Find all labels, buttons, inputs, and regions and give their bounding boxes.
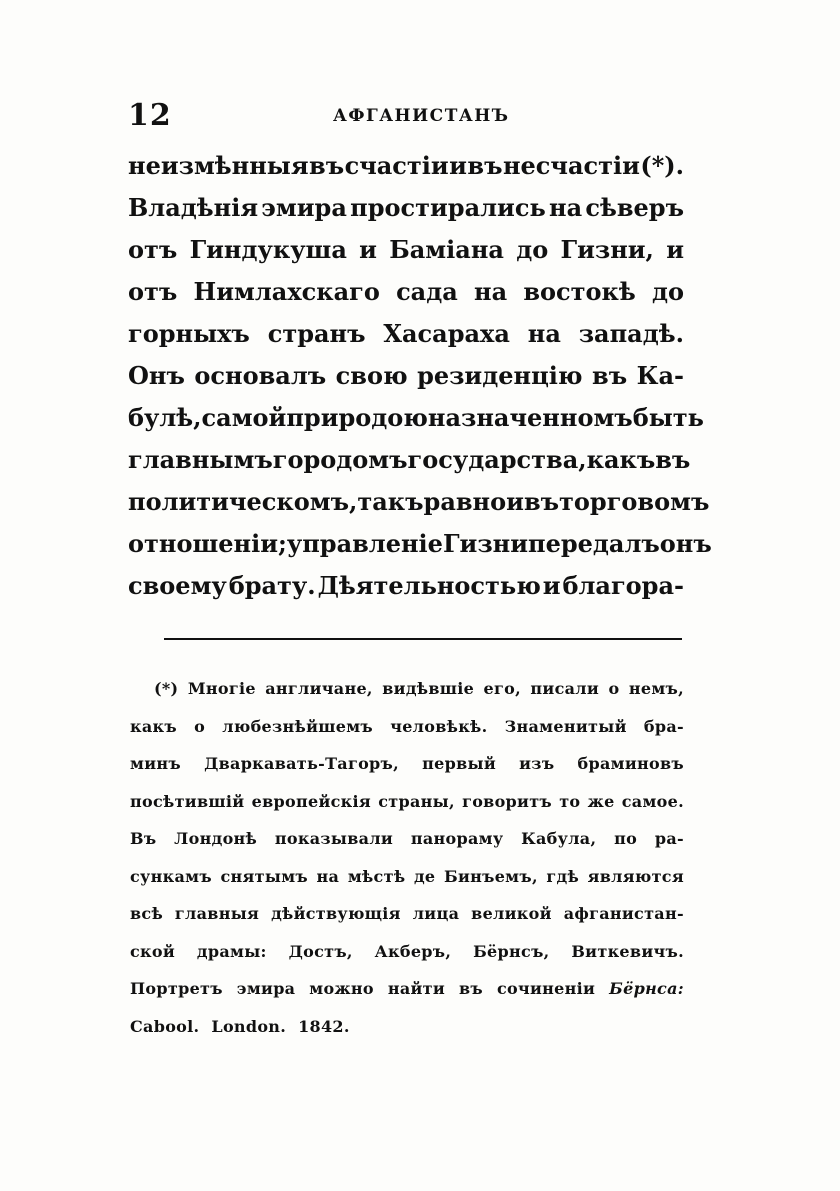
footnote-word: говоритъ <box>462 791 553 811</box>
footnote-word: Достъ, <box>288 941 353 961</box>
body-word: въ <box>655 445 691 474</box>
body-line <box>128 565 684 607</box>
body-word: какъ <box>586 445 656 474</box>
body-word: западѣ. <box>578 319 684 348</box>
body-word: въ <box>592 361 628 390</box>
body-line <box>128 397 704 439</box>
footnote-word: англичане, <box>265 679 373 698</box>
body-word: такъ <box>357 487 424 516</box>
footnote-word: видѣвшіе <box>382 679 475 698</box>
body-word: на <box>527 319 561 348</box>
footnote-word: Кабула, <box>521 829 597 848</box>
body-word: политическомъ, <box>128 487 358 516</box>
footnote-word: всѣ <box>130 904 164 923</box>
body-line <box>128 481 710 523</box>
footnote-word: немъ, <box>628 679 684 698</box>
footnote-word: въ <box>459 979 483 998</box>
body-word: Гизни, <box>560 235 654 264</box>
main-text <box>128 145 712 607</box>
body-word: сѣверъ <box>585 193 684 222</box>
footnote-word: его, <box>483 679 521 698</box>
footnote-word: ской <box>130 941 176 961</box>
body-word: Баміана <box>389 235 504 264</box>
footnote-word: (*) <box>154 679 179 698</box>
footnote-word: страны, <box>378 791 455 811</box>
footnote-word: то <box>559 791 581 811</box>
body-word: до <box>651 277 684 306</box>
footnote-word: эмира <box>236 979 296 998</box>
footnote-word: ра- <box>654 829 684 848</box>
body-word: странъ <box>267 319 366 348</box>
body-word: счастіи <box>344 151 449 180</box>
footnote-word: London. <box>211 1016 287 1036</box>
footnote-word: 1842. <box>298 1016 350 1036</box>
body-word: брату. <box>228 571 316 600</box>
footnote-word: Акберъ, <box>374 941 452 961</box>
footnote-line <box>130 820 684 858</box>
body-line <box>128 229 684 271</box>
body-word: своему <box>128 571 227 600</box>
footnote-word: Бинъемъ, <box>443 866 538 886</box>
footnote-line <box>130 708 684 746</box>
body-word: природою <box>286 403 428 432</box>
body-word: простирались <box>350 193 546 222</box>
footnote-word: панораму <box>410 829 504 848</box>
footnote-word: бра- <box>643 716 684 736</box>
body-line <box>128 271 684 313</box>
running-title: АФГАНИСТАНЪ <box>333 106 510 126</box>
footnote-word: де <box>413 866 436 886</box>
page-header <box>128 96 684 136</box>
body-word: востокѣ <box>523 277 636 306</box>
body-word: Владѣнія <box>128 193 259 222</box>
body-word: свою <box>335 361 408 390</box>
body-word: (*). <box>640 151 684 180</box>
footnote-word: мѣстѣ <box>347 866 406 886</box>
footnote-word: Бёрнсъ, <box>473 941 550 961</box>
footnote-word: дѣйствующія <box>271 904 401 923</box>
footnote-word: посѣтившій <box>130 791 245 811</box>
footnote-word: показывали <box>274 829 394 848</box>
body-word: главнымъ <box>128 445 273 474</box>
footnote-word: Лондонѣ <box>174 829 258 848</box>
footnote-word: сункамъ <box>130 866 212 886</box>
body-word: равно <box>423 487 507 516</box>
footnote-word: найти <box>387 979 446 998</box>
body-word: въ <box>467 151 503 180</box>
footnote-divider <box>164 638 682 640</box>
footnote-word: Многіе <box>187 679 256 698</box>
footnote-word: можно <box>309 979 374 998</box>
footnote-word: о <box>194 716 206 736</box>
body-word: управленіе <box>286 529 443 558</box>
footnote-word: Виткевичъ. <box>571 941 684 961</box>
body-word: резиденцію <box>417 361 583 390</box>
body-word: городомъ <box>272 445 408 474</box>
body-word: и <box>542 571 561 600</box>
body-word: отъ <box>128 277 178 306</box>
body-word: въ <box>309 151 345 180</box>
footnote-word: какъ <box>130 716 177 736</box>
body-line <box>128 145 684 187</box>
body-word: и <box>359 235 377 264</box>
body-word: основалъ <box>194 361 327 390</box>
body-word: отношеніи; <box>128 529 287 558</box>
body-line <box>128 523 712 565</box>
body-word: до <box>516 235 549 264</box>
body-word: на <box>549 193 583 222</box>
footnote-word: великой <box>471 904 552 923</box>
footnote <box>130 670 684 1045</box>
body-word: булѣ, <box>128 403 202 432</box>
footnote-word: Знаменитый <box>504 716 627 736</box>
footnote-word: о <box>608 679 620 698</box>
footnote-line <box>130 783 684 821</box>
footnote-line <box>130 933 684 971</box>
footnote-word: первый <box>422 754 497 773</box>
body-word: государства, <box>407 445 587 474</box>
body-word: Дѣятельностью <box>317 571 541 600</box>
footnote-word: Въ <box>130 829 157 848</box>
footnote-line <box>130 895 684 933</box>
footnote-word: лица <box>412 904 460 923</box>
footnote-word: драмы: <box>196 941 267 961</box>
footnote-word: Cabool. <box>130 1016 200 1036</box>
body-word: несчастіи <box>502 151 640 180</box>
body-word: горныхъ <box>128 319 250 348</box>
body-word: торговомъ <box>559 487 710 516</box>
footnote-word: браминовъ <box>577 754 684 773</box>
body-word: назначенномъ <box>427 403 633 432</box>
footnote-line <box>130 970 684 1008</box>
body-line <box>128 313 684 355</box>
body-line <box>128 187 684 229</box>
body-word: Ка- <box>636 361 684 390</box>
footnote-word: же <box>587 791 615 811</box>
footnote-word: являются <box>587 866 684 886</box>
body-word: быть <box>632 403 704 432</box>
body-word: Онъ <box>128 361 185 390</box>
footnote-word: европейскія <box>251 791 372 811</box>
body-word: отъ <box>128 235 178 264</box>
footnote-word: изъ <box>519 754 555 773</box>
footnote-line <box>130 858 684 896</box>
body-line <box>128 355 684 397</box>
footnote-word: главныя <box>174 904 260 923</box>
footnote-word: снятымъ <box>220 866 308 886</box>
footnote-word: Бёрнса: <box>609 979 684 998</box>
footnote-line <box>130 670 684 708</box>
footnote-word: самое. <box>621 791 684 811</box>
body-word: и <box>666 235 684 264</box>
body-word: Гиндукуша <box>189 235 347 264</box>
footnote-word: сочиненіи <box>496 979 596 998</box>
footnote-word: человѣкѣ. <box>390 716 488 736</box>
body-word: передалъ <box>528 529 660 558</box>
body-word: и <box>506 487 524 516</box>
footnote-word: минъ <box>130 754 181 773</box>
footnote-line <box>130 745 684 783</box>
body-line <box>128 439 691 481</box>
footnote-word: гдѣ <box>546 866 580 886</box>
body-word: въ <box>523 487 560 516</box>
body-word: и <box>449 151 467 180</box>
body-word: на <box>474 277 508 306</box>
footnote-word: по <box>614 829 638 848</box>
footnote-word: на <box>316 866 340 886</box>
body-word: неизмѣнныя <box>128 151 309 180</box>
page-number: 12 <box>128 98 172 133</box>
body-word: самой <box>201 403 287 432</box>
footnote-word: афганистан- <box>563 904 684 923</box>
footnote-word: писали <box>530 679 600 698</box>
footnote-word: Портретъ <box>130 979 223 998</box>
footnote-word: любезнѣйшемъ <box>222 716 374 736</box>
body-word: онъ <box>659 529 712 558</box>
body-word: Гизни <box>442 529 529 558</box>
footnote-word: Дваркавать-Тагоръ, <box>204 754 399 773</box>
footnote-line <box>130 1008 684 1046</box>
body-word: сада <box>396 277 458 306</box>
body-word: эмира <box>261 193 347 222</box>
body-word: благора- <box>562 571 684 600</box>
body-word: Хасараха <box>383 319 510 348</box>
body-word: Нимлахскаго <box>193 277 380 306</box>
